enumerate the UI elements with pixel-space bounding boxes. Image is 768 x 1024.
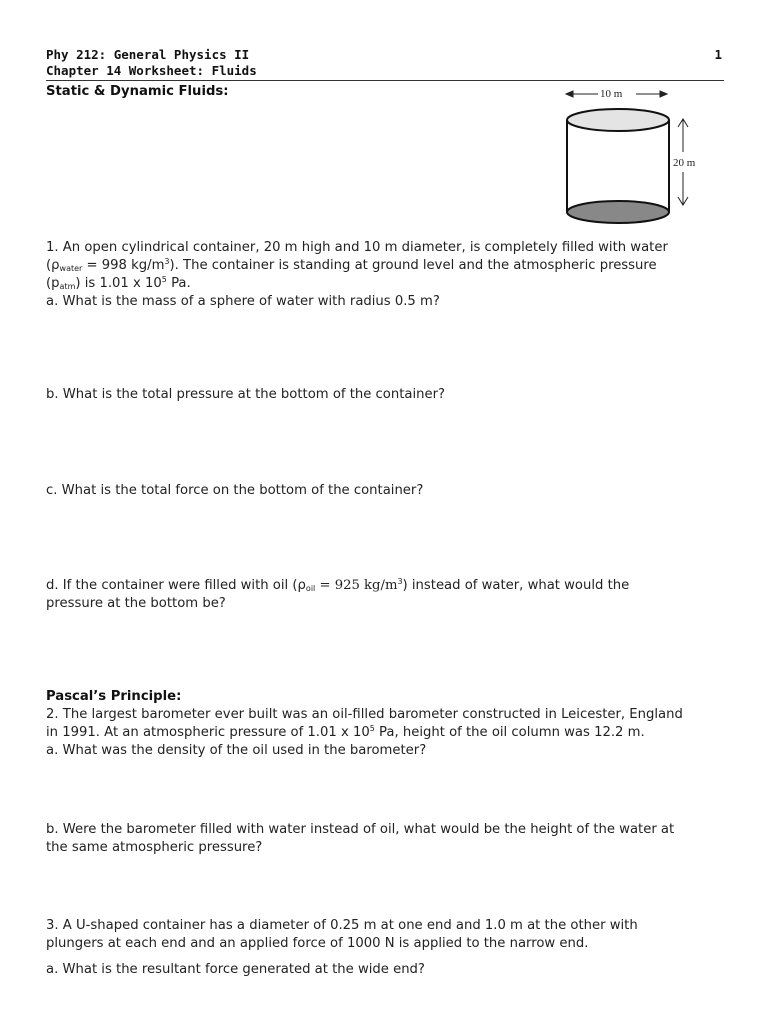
header-rule	[46, 80, 724, 81]
course-title: Phy 212: General Physics II	[46, 47, 250, 62]
q1-patm-unit: Pa.	[166, 276, 191, 291]
q1-part-c: c. What is the total force on the bottom of the container?	[46, 483, 424, 498]
height-label: 20 m	[673, 157, 696, 169]
q1-part-a: a. What is the mass of a sphere of water with radius 0.5 m?	[46, 294, 440, 309]
section-heading-pascal: Pascal’s Principle:	[46, 689, 182, 704]
q1-part-d-line-1	[46, 577, 629, 595]
cylinder-diagram	[560, 84, 710, 230]
q2-line-2-rest: Pa, height of the oil column was 12.2 m.	[374, 725, 645, 740]
page-number: 1	[714, 47, 722, 62]
q1-line-2-rest: ). The container is standing at ground level and the atmospheric pressure	[169, 258, 657, 273]
q3-part-a: a. What is the resultant force generated at the wide end?	[46, 962, 425, 977]
q2-part-b-line-1: b. Were the barometer filled with water instead of oil, what would be the height of the water at	[46, 822, 675, 837]
page-header	[46, 47, 722, 79]
q2-line-1: 2. The largest barometer ever built was an oil-filled barometer constructed in Leicester, England	[46, 707, 683, 722]
cylinder-top	[567, 109, 669, 131]
q1-patm-symbol: (p	[46, 276, 60, 291]
q1-part-b: b. What is the total pressure at the bottom of the container?	[46, 387, 446, 402]
section-heading-static: Static & Dynamic Fluids:	[46, 84, 229, 99]
q1-patm-value: ) is 1.01 x 10	[75, 276, 162, 291]
q1d-rho-symbol: d. If the container were filled with oil (ρ	[46, 578, 306, 593]
q1-density-value: = 998 kg/m	[82, 258, 165, 273]
q1-rho-subscript: water	[59, 264, 83, 273]
q1-patm-subscript: atm	[59, 282, 76, 291]
q2-part-a: a. What was the density of the oil used in the barometer?	[46, 743, 427, 758]
q1d-line-rest: ) instead of water, what would the	[402, 578, 630, 593]
q2-line-2	[46, 724, 645, 742]
q3-line-1: 3. A U-shaped container has a diameter of 0.25 m at one end and 1.0 m at the other with	[46, 918, 638, 933]
q2-part-b-line-2: the same atmospheric pressure?	[46, 840, 263, 855]
q1d-density-value: = 925 kg/m	[315, 578, 398, 593]
q2-pressure-exponent: 5	[369, 724, 375, 733]
q1d-rho-subscript: oil	[305, 584, 316, 593]
cylinder-shape	[567, 109, 669, 223]
q1-line-2	[46, 257, 657, 275]
q1-line-1: 1. An open cylindrical container, 20 m high and 10 m diameter, is completely filled with water	[46, 240, 668, 255]
cylinder-bottom	[567, 201, 669, 223]
width-label: 10 m	[600, 88, 623, 100]
worksheet-title: Chapter 14 Worksheet: Fluids	[46, 63, 257, 78]
q1-line-3	[46, 275, 191, 293]
q1-density-exponent: 3	[164, 257, 170, 266]
q1-patm-exponent: 5	[161, 275, 167, 284]
cylinder-drawing	[560, 84, 710, 230]
q3-line-2: plungers at each end and an applied force of 1000 N is applied to the narrow end.	[46, 936, 589, 951]
q1-rho-symbol: (ρ	[46, 258, 60, 273]
q1d-density-exponent: 3	[397, 577, 403, 586]
q1-part-d-line-2: pressure at the bottom be?	[46, 596, 226, 611]
q2-line-2-start: in 1991. At an atmospheric pressure of 1.01 x 10	[46, 725, 370, 740]
